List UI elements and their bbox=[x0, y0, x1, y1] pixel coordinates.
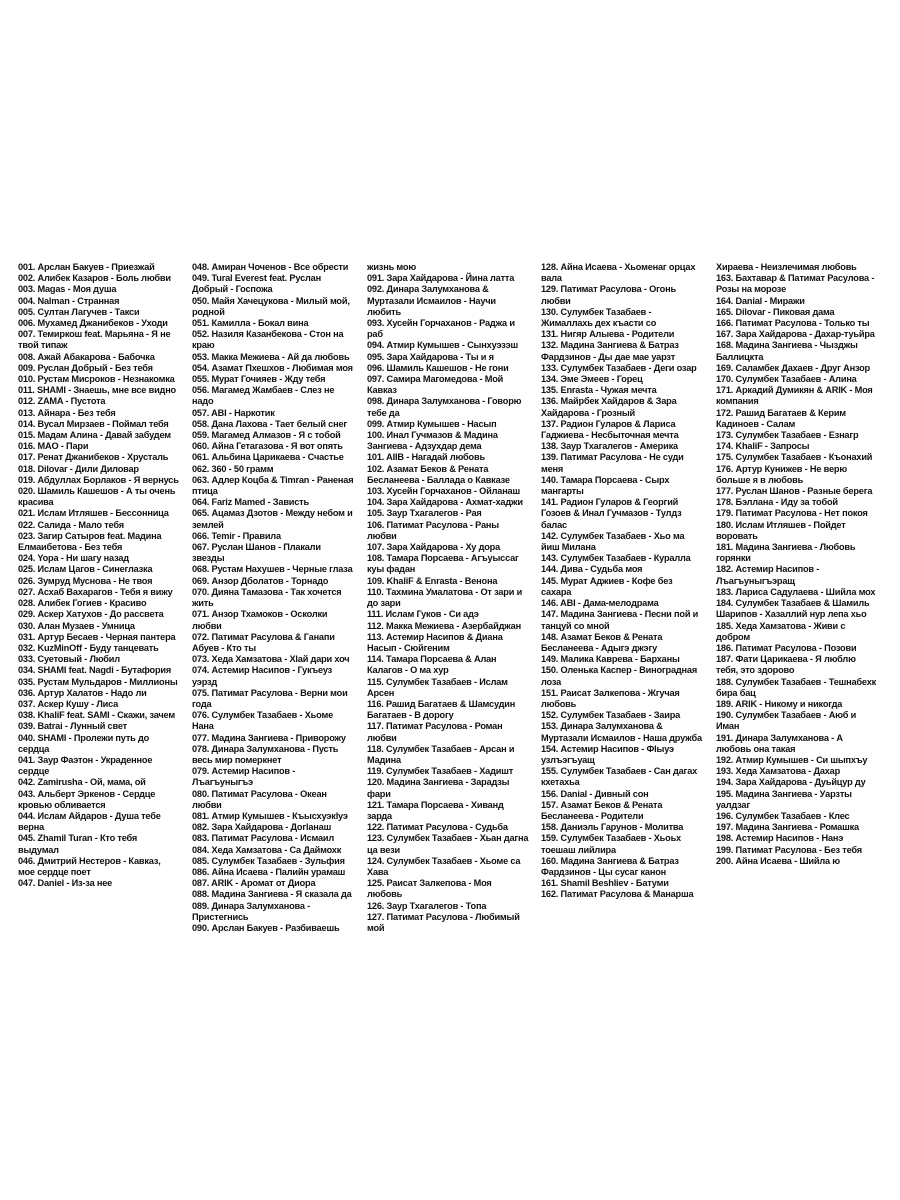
track-entry: 197. Мадина Зангиева - Ромашка bbox=[715, 822, 859, 834]
track-entry: 158. Даниэль Гарунов - Молитва bbox=[541, 822, 684, 834]
track-entry: 115. Сулумбек Тазабаев - Ислам Арсен bbox=[366, 676, 508, 699]
track-entry: 011. SHAMI - Знаешь, мне все видно bbox=[18, 385, 176, 397]
track-entry: 121. Тамара Порсаева - Хиванд зарда bbox=[366, 799, 504, 822]
track-entry: 180. Ислам Итляшев - Пойдет воровать bbox=[715, 519, 846, 542]
track-entry: 074. Астемир Насипов - Гукъеуз уэрзд bbox=[192, 665, 333, 688]
track-entry: 123. Сулумбек Тазабаев - Хьан дагна ца вези bbox=[366, 833, 529, 856]
track-entry: 045. Zhamil Turan - Кто тебя выдумал bbox=[18, 833, 138, 856]
track-entry: 186. Патимат Расулова - Позови bbox=[715, 642, 857, 654]
track-entry: 153. Динара Залумханова & Муртазали Исмаилов - Наша дружба bbox=[541, 721, 703, 744]
track-entry: 160. Мадина Зангиева & Батраз Фардзинов - Цы сусаг канон bbox=[541, 855, 679, 878]
track-entry: 124. Сулумбек Тазабаев - Хьоме са Хава bbox=[366, 855, 521, 878]
track-entry: 029. Аскер Хатухов - До рассвета bbox=[18, 609, 164, 621]
track-entry: 054. Азамат Пхешхов - Любимая моя bbox=[192, 362, 354, 374]
track-entry: 176. Артур Кунижев - Не верю больше я в любовь bbox=[715, 463, 847, 486]
track-entry: 139. Патимат Расулова - Не суди меня bbox=[541, 452, 684, 475]
track-entry: 122. Патимат Расулова - Судьба bbox=[366, 822, 508, 834]
track-entry: 096. Шамиль Кашешов - Не гони bbox=[366, 362, 509, 374]
track-entry: 184. Сулумбек Тазабаев & Шамиль Шарипов - Хазаллий нур лепа хьо bbox=[715, 598, 870, 621]
track-entry: 182. Астемир Насипов - Лъагъуныгъэращ bbox=[715, 564, 819, 587]
track-entry: 167. Зара Хайдарова - Дахар-туьйра bbox=[715, 329, 875, 341]
track-entry: 053. Макка Межиева - Ай да любовь bbox=[192, 351, 350, 363]
track-entry: 127. Патимат Расулова - Любимый мой bbox=[366, 911, 520, 934]
track-entry: 081. Атмир Кумышев - Къысхуэкlуэ bbox=[192, 810, 349, 822]
track-entry: 055. Мурат Гочияев - Жду тебя bbox=[192, 374, 326, 386]
track-entry: 016. MAO - Пари bbox=[18, 441, 89, 453]
track-entry: 151. Раисат Залкепова - Жгучая любовь bbox=[541, 687, 680, 710]
track-entry: 056. Магамед Жамбаев - Слез не надо bbox=[192, 385, 335, 408]
track-entry: 114. Тамара Порсаева & Алан Калагов - О ма хур bbox=[366, 654, 497, 677]
track-entry: 094. Атмир Кумышев - Сынхуэзэш bbox=[366, 340, 518, 352]
track-entry: 083. Патимат Расулова - Исмаил bbox=[192, 833, 335, 845]
track-entry: 199. Патимат Расулова - Без тебя bbox=[715, 844, 862, 856]
track-entry: 092. Динара Залумханова & Муртазали Исмаилов - Научи любить bbox=[366, 284, 496, 318]
track-entry: Хираева - Неизлечимая любовь bbox=[715, 262, 857, 273]
track-entry: 118. Сулумбек Тазабаев - Арсан и Мадина bbox=[366, 743, 515, 766]
track-entry: 066. Temir - Правила bbox=[192, 530, 282, 542]
track-entry: 149. Малика Каврева - Барханы bbox=[541, 654, 680, 666]
track-entry: 152. Сулумбек Тазабаев - Заира bbox=[541, 710, 681, 722]
tracklist-column-3 bbox=[367, 262, 529, 934]
track-entry: 080. Патимат Расулова - Океан любви bbox=[192, 788, 328, 811]
track-entry: 012. ZAMA - Пустота bbox=[18, 396, 106, 408]
track-entry: 171. Аркадий Думикян & ARIK - Моя компания bbox=[715, 385, 873, 408]
track-entry: 179. Патимат Расулова - Нет покоя bbox=[715, 508, 868, 520]
track-entry: 098. Динара Залумханова - Говорю тебе да bbox=[366, 396, 522, 419]
track-entry: 146. ABI - Дама-мелодрама bbox=[541, 598, 659, 610]
track-entry: 108. Тамара Порсаева - Агъуыссаг куы фадан bbox=[366, 553, 519, 576]
track-entry: 077. Мадина Зангиева - Приворожу bbox=[192, 732, 347, 744]
track-entry: 140. Тамара Порсаева - Сырх мангарты bbox=[541, 474, 670, 498]
track-entry: 137. Радион Гуларов & Лариса Гаджиева - Несбыточная мечта bbox=[541, 418, 679, 442]
track-entry: 023. Загир Сатыров feat. Мадина Елмаибетова - Без тебя bbox=[18, 530, 162, 554]
track-entry: 136. Майрбек Хайдаров & Зара Хайдарова - Грозный bbox=[541, 396, 677, 419]
track-entry: 142. Сулумбек Тазабаев - Хьо ма йиш Милана bbox=[541, 530, 685, 554]
track-entry: 043. Альберт Эркенов - Сердце кровью обливается bbox=[18, 788, 156, 811]
track-entry: 039. Batrai - Лунный свет bbox=[18, 721, 127, 733]
track-entry: 050. Майя Хачецукова - Милый мой, родной bbox=[192, 295, 351, 318]
track-entry: 188. Сулумбек Тазабаев - Тешнабехк бира бац bbox=[715, 676, 876, 699]
track-entry: 070. Дияна Тамазова - Так хочется жить bbox=[192, 586, 342, 610]
track-entry: 087. ARIK - Аромат от Диора bbox=[192, 878, 316, 890]
track-entry: 068. Рустам Нахушев - Черные глаза bbox=[192, 564, 353, 576]
track-entry: 089. Динара Залумханова - Пристегнись bbox=[192, 900, 311, 923]
track-entry: 104. Зара Хайдарова - Ахмат-хаджи bbox=[366, 497, 523, 509]
track-entry: 085. Сулумбек Тазабаев - Зульфия bbox=[192, 855, 346, 867]
track-entry: 129. Патимат Расулова - Огонь любви bbox=[541, 284, 677, 307]
track-entry: 082. Зара Хайдарова - Догlанаш bbox=[192, 822, 332, 834]
track-entry: 113. Астемир Насипов & Диана Насып - Сюйгеним bbox=[366, 631, 503, 654]
track-entry: 034. SHAMI feat. Nagdi - Бутафория bbox=[18, 665, 172, 677]
track-entry: 062. 360 - 50 грамм bbox=[192, 463, 274, 475]
track-entry: 156. Danial - Дивный сон bbox=[541, 788, 649, 800]
track-entry: 041. Заур Фаэтон - Украденное сердце bbox=[18, 754, 153, 778]
track-entry: 135. Enrasta - Чужая мечта bbox=[541, 385, 657, 397]
track-entry: 005. Султан Лагучев - Такси bbox=[18, 306, 140, 318]
track-entry: 076. Сулумбек Тазабаев - Хьоме Нана bbox=[192, 710, 334, 733]
track-entry: 109. KhaliF & Enrasta - Венона bbox=[366, 575, 498, 587]
track-entry: 010. Рустам Мисроков - Незнакомка bbox=[18, 374, 175, 386]
track-entry: 030. Алан Музаев - Умница bbox=[18, 620, 135, 632]
track-entry: 075. Патимат Расулова - Верни мои года bbox=[192, 687, 348, 710]
track-entry: 090. Арслан Бакуев - Разбиваешь bbox=[192, 922, 340, 934]
track-entry: 190. Сулумбек Тазабаев - Аюб и Иман bbox=[715, 710, 856, 733]
track-entry: 161. Shamil Beshliev - Батуми bbox=[541, 878, 669, 890]
track-entry: 131. Нигяр Алыева - Родители bbox=[541, 329, 675, 341]
track-entry: 155. Сулумбек Тазабаев - Сан дагах кхетахьа bbox=[541, 766, 698, 789]
track-entry: 095. Зара Хайдарова - Ты и я bbox=[366, 351, 494, 363]
track-entry: 079. Астемир Насипов - Лъагъуныгъэ bbox=[192, 766, 296, 789]
track-entry: 018. Dilovar - Дили Диловар bbox=[18, 463, 139, 475]
track-entry: 051. Камилла - Бокал вина bbox=[192, 318, 309, 330]
track-entry: 189. ARIK - Никому и никогда bbox=[715, 698, 842, 710]
track-entry: 069. Анзор Дболатов - Торнадо bbox=[192, 575, 329, 587]
track-entry: 036. Артур Халатов - Надо ли bbox=[18, 687, 147, 699]
track-entry: 147. Мадина Зангиева - Песни пой и танцуй со мной bbox=[541, 609, 699, 632]
track-entry: 038. KhaliF feat. SAMI - Скажи, зачем bbox=[18, 710, 175, 722]
track-entry: 099. Атмир Кумышев - Насып bbox=[366, 418, 497, 430]
track-entry: 015. Мадам Алина - Давай забудем bbox=[18, 430, 171, 442]
track-entry: 162. Патимат Расулова & Манарша bbox=[541, 889, 694, 901]
track-entry: 177. Руслан Шанов - Разные берега bbox=[715, 486, 872, 498]
track-entry: 061. Альбина Царикаева - Счастье bbox=[192, 452, 345, 464]
track-entry: жизнь мою bbox=[366, 262, 416, 273]
track-entry: 107. Зара Хайдарова - Ху дора bbox=[366, 542, 500, 554]
track-entry: 185. Хеда Хамзатова - Живи с добром bbox=[715, 620, 845, 643]
track-entry: 093. Хусейн Горчаханов - Раджа и раб bbox=[366, 318, 515, 341]
track-entry: 196. Сулумбек Тазабаев - Клес bbox=[715, 810, 850, 822]
track-entry: 103. Хусейн Горчаханов - Ойланаш bbox=[366, 486, 520, 498]
track-entry: 031. Артур Бесаев - Черная пантера bbox=[18, 631, 176, 643]
tracklist-sheet bbox=[18, 262, 884, 934]
track-entry: 022. Салида - Мало тебя bbox=[18, 519, 124, 531]
track-entry: 130. Сулумбек Тазабаев - Жималлахь дех къасти со bbox=[541, 306, 657, 330]
track-entry: 042. Zamirusha - Ой, мама, ой bbox=[18, 777, 146, 789]
track-entry: 097. Самира Магомедова - Мой Кавказ bbox=[366, 374, 503, 397]
track-entry: 187. Фати Царикаева - Я люблю тебя, это здорово bbox=[715, 654, 856, 677]
track-entry: 175. Сулумбек Тазабаев - Къонахий bbox=[715, 452, 872, 464]
track-entry: 143. Сулумбек Тазабаев - Куралла bbox=[541, 553, 691, 565]
track-entry: 183. Лариса Садулаева - Шийла мох bbox=[715, 586, 875, 598]
track-entry: 064. Fariz Mamed - Зависть bbox=[192, 497, 310, 509]
track-entry: 073. Хеда Хамзатова - Хlай дари хоч bbox=[192, 654, 350, 666]
track-entry: 004. Nalman - Странная bbox=[18, 295, 120, 307]
track-entry: 065. Ацамаз Дзотов - Между небом и землей bbox=[192, 508, 354, 531]
track-entry: 132. Мадина Зангиева & Батраз Фардзинов - Ды дае мае уарзт bbox=[541, 340, 679, 363]
track-entry: 178. Бэллана - Иду за тобой bbox=[715, 497, 838, 509]
track-entry: 144. Дива - Судьба моя bbox=[541, 564, 643, 576]
track-entry: 007. Темиркош feat. Марьяна - Я не твой типаж bbox=[18, 329, 171, 352]
track-entry: 195. Мадина Зангиева - Уарзты уалдзаг bbox=[715, 788, 852, 811]
track-entry: 193. Хеда Хамзатова - Дахар bbox=[715, 766, 840, 778]
track-entry: 048. Амиран Чоченов - Все обрести bbox=[192, 262, 349, 273]
track-entry: 150. Оленька Каспер - Виноградная лоза bbox=[541, 665, 698, 688]
track-entry: 025. Ислам Цагов - Синеглазка bbox=[18, 564, 153, 576]
tracklist-column-1 bbox=[18, 262, 180, 934]
track-entry: 059. Магамед Алмазов - Я с тобой bbox=[192, 430, 342, 442]
tracklist-column-4 bbox=[541, 262, 703, 934]
track-entry: 117. Патимат Расулова - Роман любви bbox=[366, 721, 503, 744]
track-entry: 169. Саламбек Дахаев - Друг Анзор bbox=[715, 362, 870, 374]
track-entry: 026. Зумруд Муснова - Не твоя bbox=[18, 575, 153, 587]
track-entry: 014. Вусал Мирзаев - Поймал тебя bbox=[18, 418, 169, 430]
track-entry: 172. Рашид Багатаев & Керим Кадиноев - Салам bbox=[715, 407, 846, 430]
track-entry: 159. Сулумбек Тазабаев - Хьоьх тоешаш лийлира bbox=[541, 833, 682, 856]
track-entry: 100. Инал Гучмазов & Мадина Зангиева - Адзухдар дема bbox=[366, 430, 498, 453]
track-entry: 111. Ислам Гуков - Си адэ bbox=[366, 609, 479, 621]
track-entry: 067. Руслан Шанов - Плакали звезды bbox=[192, 542, 322, 565]
track-entry: 125. Раисат Залкепова - Моя любовь bbox=[366, 878, 492, 901]
track-entry: 145. Мурат Аджиев - Кофе без сахара bbox=[541, 575, 673, 598]
track-entry: 119. Сулумбек Тазабаев - Хадишт bbox=[366, 766, 513, 778]
track-entry: 141. Радион Гуларов & Георгий Гозоев & Инал Гучмазов - Тулдз балас bbox=[541, 497, 682, 531]
track-entry: 200. Айна Исаева - Шийла ю bbox=[715, 855, 840, 867]
track-entry: 003. Magas - Моя душа bbox=[18, 284, 117, 296]
track-entry: 101. AIIB - Нагадай любовь bbox=[366, 452, 485, 464]
track-entry: 021. Ислам Итляшев - Бессонница bbox=[18, 508, 169, 520]
track-entry: 163. Бахтавар & Патимат Расулова - Розы на морозе bbox=[715, 273, 874, 296]
track-entry: 040. SHAMI - Пролежи путь до сердца bbox=[18, 732, 150, 755]
track-entry: 148. Азамат Беков & Рената Бесланеева - Адыгэ джэгу bbox=[541, 631, 663, 654]
track-entry: 013. Айнара - Без тебя bbox=[18, 407, 116, 419]
track-entry: 020. Шамиль Кашешов - А ты очень красива bbox=[18, 486, 176, 509]
track-entry: 047. Daniel - Из-за нее bbox=[18, 878, 113, 890]
track-entry: 052. Назиля Казанбекова - Стон на краю bbox=[192, 329, 344, 352]
track-entry: 105. Заур Тхагалегов - Рая bbox=[366, 508, 482, 520]
track-entry: 191. Динара Залумханова - А любовь она такая bbox=[715, 732, 843, 755]
track-entry: 112. Макка Межиева - Азербайджан bbox=[366, 620, 521, 632]
track-entry: 133. Сулумбек Тазабаев - Деги озар bbox=[541, 362, 697, 374]
track-entry: 157. Азамат Беков & Рената Бесланеева - Родители bbox=[541, 799, 663, 822]
track-entry: 110. Тахмина Умалатова - От зари и до зари bbox=[366, 586, 522, 610]
track-entry: 128. Айна Исаева - Хьоменаг орцах вала bbox=[541, 262, 696, 285]
track-entry: 126. Заур Тхагалегов - Топа bbox=[366, 900, 487, 912]
track-entry: 134. Эме Эмеев - Горец bbox=[541, 374, 643, 386]
track-entry: 032. KuzMinOff - Буду танцевать bbox=[18, 642, 159, 654]
track-entry: 024. Yopa - Ни шагу назад bbox=[18, 553, 129, 565]
track-entry: 198. Астемир Насипов - Нанэ bbox=[715, 833, 843, 845]
track-entry: 028. Алибек Гогиев - Красиво bbox=[18, 598, 147, 610]
track-entry: 164. Danial - Миражи bbox=[715, 295, 805, 307]
track-entry: 181. Мадина Зангиева - Любовь горянки bbox=[715, 542, 855, 565]
track-entry: 078. Динара Залумханова - Пусть весь мир померкнет bbox=[192, 743, 339, 766]
track-entry: 072. Патимат Расулова & Ганапи Абуев - Кто ты bbox=[192, 631, 336, 654]
track-entry: 166. Патимат Расулова - Только ты bbox=[715, 318, 870, 330]
track-entry: 088. Мадина Зангиева - Я сказала да bbox=[192, 889, 352, 901]
track-entry: 106. Патимат Расулова - Раны любви bbox=[366, 519, 499, 542]
track-entry: 194. Зара Хайдарова - Дуьйцур ду bbox=[715, 777, 866, 789]
track-entry: 019. Абдуллах Борлаков - Я вернусь bbox=[18, 474, 179, 486]
track-entry: 174. KhaliF - Запросы bbox=[715, 441, 809, 453]
track-entry: 001. Арслан Бакуев - Приезжай bbox=[18, 262, 155, 273]
tracklist-column-5 bbox=[716, 262, 878, 934]
track-entry: 017. Ренат Джанибеков - Хрусталь bbox=[18, 452, 169, 464]
track-entry: 046. Дмитрий Нестеров - Кавказ, мое сердце поет bbox=[18, 855, 161, 878]
track-entry: 173. Сулумбек Тазабаев - Езнагр bbox=[715, 430, 859, 442]
track-entry: 116. Рашид Багатаев & Шамсудин Багатаев - В дорогу bbox=[366, 698, 515, 722]
track-entry: 165. Dilovar - Пиковая дама bbox=[715, 306, 835, 318]
track-entry: 170. Сулумбек Тазабаев - Алина bbox=[715, 374, 857, 386]
track-entry: 049. Tural Everest feat. Руслан Добрый - Госпожа bbox=[192, 273, 322, 296]
track-entry: 086. Айна Исаева - Палийн урамаш bbox=[192, 866, 346, 878]
track-entry: 057. ABI - Наркотик bbox=[192, 407, 276, 419]
track-entry: 063. Адлер Коцба & Timran - Раненая птица bbox=[192, 474, 354, 498]
track-entry: 009. Руслан Добрый - Без тебя bbox=[18, 362, 153, 374]
track-entry: 058. Дана Лахова - Тает белый снег bbox=[192, 418, 348, 430]
track-entry: 060. Айна Гетагазова - Я вот опять bbox=[192, 441, 344, 453]
track-entry: 168. Мадина Зангиева - Чызджы Баллицкта bbox=[715, 340, 858, 363]
track-entry: 035. Рустам Мульдаров - Миллионы bbox=[18, 676, 178, 688]
track-entry: 002. Алибек Казаров - Боль любви bbox=[18, 273, 171, 285]
track-entry: 120. Мадина Зангиева - Зарадзы фари bbox=[366, 777, 510, 800]
track-entry: 008. Ажай Абакарова - Бабочка bbox=[18, 351, 155, 363]
track-entry: 033. Суетовый - Любил bbox=[18, 654, 120, 666]
tracklist-column-2 bbox=[192, 262, 354, 934]
track-entry: 006. Мухамед Джанибеков - Уходи bbox=[18, 318, 168, 330]
track-entry: 027. Асхаб Вахарагов - Тебя я вижу bbox=[18, 586, 173, 598]
track-entry: 037. Аскер Кушу - Лиса bbox=[18, 698, 119, 710]
track-entry: 084. Хеда Хамзатова - Са Даймохк bbox=[192, 844, 342, 856]
track-entry: 091. Зара Хайдарова - Йина латта bbox=[366, 273, 514, 285]
track-entry: 102. Азамат Беков & Рената Бесланеева - Баллада о Кавказе bbox=[366, 463, 510, 486]
track-entry: 071. Анзор Тхамоков - Осколки любви bbox=[192, 609, 328, 632]
track-entry: 154. Астемир Насипов - Фlыуэ узлъэгъуащ bbox=[541, 743, 675, 766]
track-entry: 044. Ислам Айдаров - Душа тебе верна bbox=[18, 810, 161, 834]
track-entry: 192. Атмир Кумышев - Си шыпхъу bbox=[715, 754, 867, 766]
track-entry: 138. Заур Тхагалегов - Америка bbox=[541, 441, 679, 453]
